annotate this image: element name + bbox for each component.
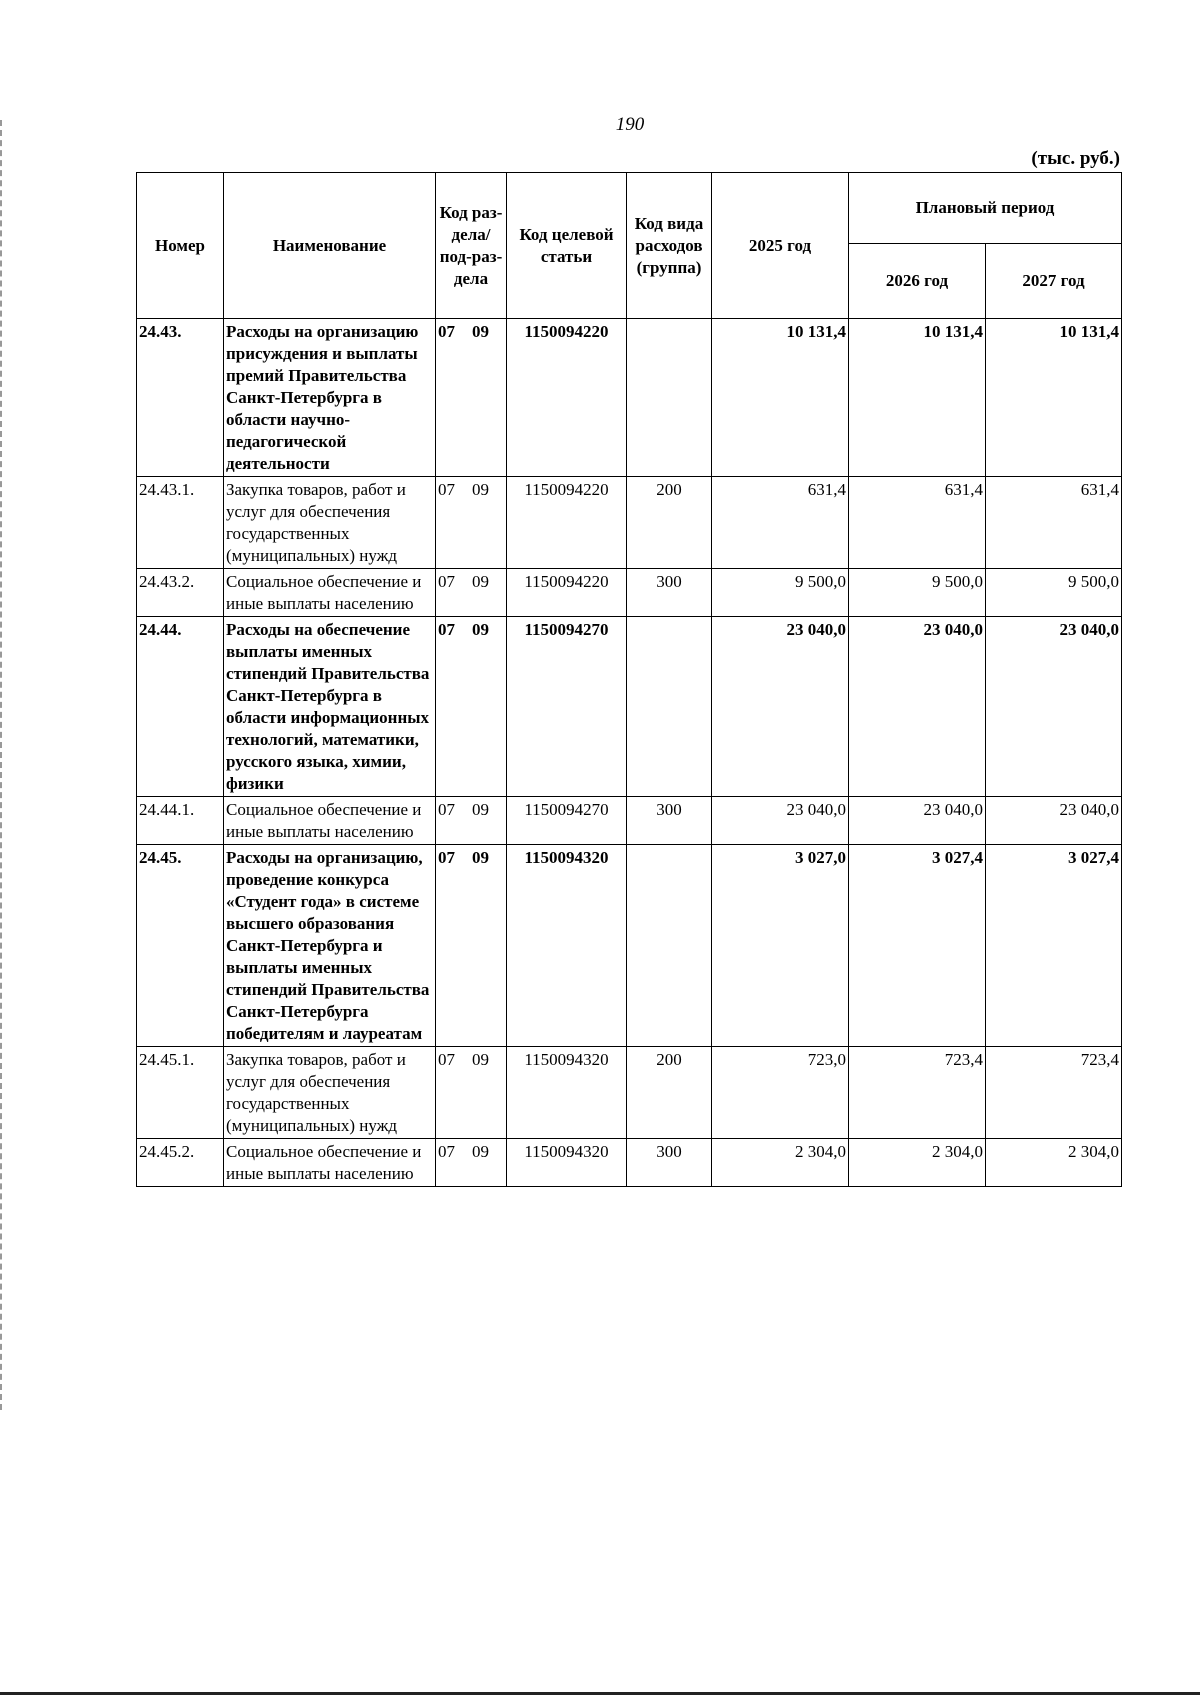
row-amount-2025: 723,0 [712, 1047, 849, 1139]
row-name: Расходы на обеспечение выплаты именных стипендий Правительства Санкт-Петербурга в области информационных технологий, математики, русского языка, химии, физики [224, 617, 436, 797]
row-subsection: 09 [472, 800, 489, 819]
row-amount-2025: 9 500,0 [712, 569, 849, 617]
row-number: 24.43.1. [137, 477, 224, 569]
table-row [137, 617, 1122, 797]
row-expense-type: 300 [627, 797, 712, 845]
header-section-code: Код раз-дела/ под-раз-дела [436, 173, 507, 319]
row-expense-type [627, 319, 712, 477]
row-target-code: 1150094220 [507, 569, 627, 617]
header-number: Номер [137, 173, 224, 319]
header-year-2025: 2025 год [712, 173, 849, 319]
row-expense-type: 200 [627, 1047, 712, 1139]
row-section: 07 [438, 480, 455, 499]
row-section-code [436, 477, 507, 569]
row-subsection: 09 [472, 1142, 489, 1161]
row-amount-2025: 23 040,0 [712, 797, 849, 845]
row-section-code [436, 569, 507, 617]
row-subsection: 09 [472, 848, 489, 867]
row-amount-2027: 23 040,0 [986, 797, 1122, 845]
row-section: 07 [438, 620, 455, 639]
row-target-code: 1150094220 [507, 477, 627, 569]
row-expense-type: 300 [627, 1139, 712, 1187]
row-section-code [436, 845, 507, 1047]
page-number: 190 [615, 114, 645, 135]
row-number: 24.44. [137, 617, 224, 797]
row-section-code [436, 319, 507, 477]
row-amount-2027: 9 500,0 [986, 569, 1122, 617]
row-target-code: 1150094320 [507, 845, 627, 1047]
units-label: (тыс. руб.) [1031, 148, 1120, 169]
table-row [137, 319, 1122, 477]
row-section-code [436, 797, 507, 845]
row-amount-2026: 23 040,0 [849, 797, 986, 845]
row-section: 07 [438, 1050, 455, 1069]
header-year-2026: 2026 год [849, 244, 986, 319]
row-target-code: 1150094270 [507, 617, 627, 797]
row-amount-2027: 723,4 [986, 1047, 1122, 1139]
row-amount-2025: 23 040,0 [712, 617, 849, 797]
row-amount-2027: 631,4 [986, 477, 1122, 569]
row-name: Социальное обеспечение и иные выплаты населению [224, 569, 436, 617]
header-year-2027: 2027 год [986, 244, 1122, 319]
row-section: 07 [438, 848, 455, 867]
row-expense-type: 300 [627, 569, 712, 617]
row-section: 07 [438, 800, 455, 819]
row-amount-2027: 2 304,0 [986, 1139, 1122, 1187]
row-section: 07 [438, 322, 455, 341]
row-amount-2027: 3 027,4 [986, 845, 1122, 1047]
row-number: 24.43.2. [137, 569, 224, 617]
row-section-code [436, 617, 507, 797]
row-section: 07 [438, 572, 455, 591]
header-planned-period: Плановый период [849, 173, 1122, 244]
row-amount-2026: 631,4 [849, 477, 986, 569]
row-section-code [436, 1047, 507, 1139]
row-amount-2025: 3 027,0 [712, 845, 849, 1047]
row-amount-2026: 723,4 [849, 1047, 986, 1139]
row-name: Закупка товаров, работ и услуг для обеспечения государственных (муниципальных) нужд [224, 477, 436, 569]
row-number: 24.45.1. [137, 1047, 224, 1139]
row-number: 24.43. [137, 319, 224, 477]
row-target-code: 1150094270 [507, 797, 627, 845]
table-row [137, 797, 1122, 845]
row-amount-2026: 9 500,0 [849, 569, 986, 617]
row-amount-2025: 631,4 [712, 477, 849, 569]
scan-edge-marks [0, 120, 5, 1410]
row-amount-2025: 2 304,0 [712, 1139, 849, 1187]
row-amount-2027: 23 040,0 [986, 617, 1122, 797]
row-amount-2026: 2 304,0 [849, 1139, 986, 1187]
row-expense-type: 200 [627, 477, 712, 569]
header-expense-type: Код вида расходов (группа) [627, 173, 712, 319]
row-amount-2026: 10 131,4 [849, 319, 986, 477]
row-subsection: 09 [472, 572, 489, 591]
header-row [137, 173, 1122, 244]
table-row [137, 845, 1122, 1047]
row-section: 07 [438, 1142, 455, 1161]
table-row [137, 477, 1122, 569]
row-name: Расходы на организацию присуждения и выплаты премий Правительства Санкт-Петербурга в области научно-педагогической деятельности [224, 319, 436, 477]
row-name: Закупка товаров, работ и услуг для обеспечения государственных (муниципальных) нужд [224, 1047, 436, 1139]
row-amount-2026: 23 040,0 [849, 617, 986, 797]
row-target-code: 1150094220 [507, 319, 627, 477]
budget-table [136, 172, 1122, 1187]
row-subsection: 09 [472, 480, 489, 499]
row-subsection: 09 [472, 620, 489, 639]
row-subsection: 09 [472, 322, 489, 341]
row-number: 24.45. [137, 845, 224, 1047]
row-subsection: 09 [472, 1050, 489, 1069]
row-name: Расходы на организацию, проведение конкурса «Студент года» в системе высшего образования Санкт-Петербурга и выплаты именных стипендий Правительства Санкт-Петербурга победителям и лауреатам [224, 845, 436, 1047]
table-row [137, 1139, 1122, 1187]
row-name: Социальное обеспечение и иные выплаты населению [224, 1139, 436, 1187]
row-expense-type [627, 845, 712, 1047]
row-section-code [436, 1139, 507, 1187]
row-expense-type [627, 617, 712, 797]
table-body [137, 319, 1122, 1187]
row-amount-2027: 10 131,4 [986, 319, 1122, 477]
header-target-code: Код целевой статьи [507, 173, 627, 319]
table-row [137, 569, 1122, 617]
row-amount-2026: 3 027,4 [849, 845, 986, 1047]
row-target-code: 1150094320 [507, 1047, 627, 1139]
row-target-code: 1150094320 [507, 1139, 627, 1187]
row-name: Социальное обеспечение и иные выплаты населению [224, 797, 436, 845]
row-number: 24.45.2. [137, 1139, 224, 1187]
header-name: Наименование [224, 173, 436, 319]
row-amount-2025: 10 131,4 [712, 319, 849, 477]
row-number: 24.44.1. [137, 797, 224, 845]
table-row [137, 1047, 1122, 1139]
